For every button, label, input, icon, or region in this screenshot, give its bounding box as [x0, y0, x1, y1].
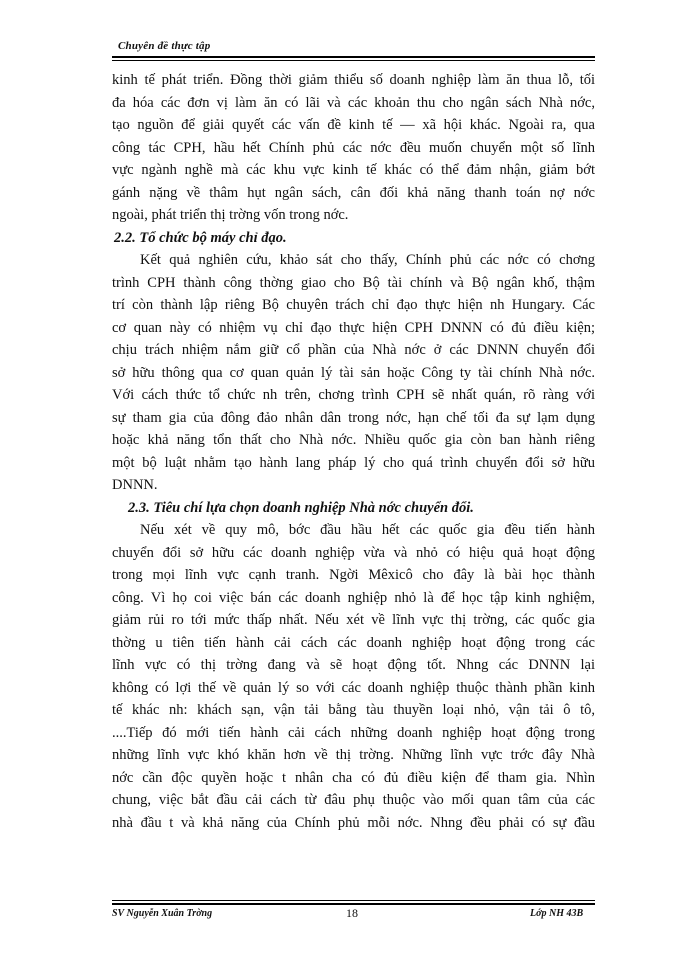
footer-rule	[112, 903, 595, 905]
text-line: không có lợi thế về quản lý so với các doanh nghiệp thuộc thành phần kinh	[112, 679, 595, 696]
text-line: đa hóa các đơn vị làm ăn có lãi và các khoản thu cho ngân sách Nhà nớc,	[112, 94, 595, 111]
text-line: chung, việc bắt đầu cải cách từ đâu phụ thuộc vào mối quan tâm của các	[112, 792, 595, 808]
text-line: tạo nguồn để giải quyết các vấn đề kinh tế — xã hội khác. Ngoài ra, qua	[112, 117, 595, 133]
text-line: ....Tiếp đó mới tiến hành cải cách những doanh nghiệp hoạt động trong	[112, 724, 595, 741]
text-line: trình CPH thành công thờng giao cho Bộ tài chính và Bộ ngân khố, thậm	[112, 274, 595, 291]
text-line: sở hữu thông qua cơ quan quản lý tài sản hoặc Công ty tài chính Nhà nớc.	[112, 364, 595, 381]
header-rule-thin	[112, 60, 595, 61]
text-line: trí còn thành lập riêng Bộ chuyên trách chỉ đạo thực hiện nh Hungary. Các	[112, 297, 595, 313]
section-heading-2-3: 2.3. Tiêu chí lựa chọn doanh nghiệp Nhà nớc chuyển đổi.	[128, 499, 474, 516]
text-line: kinh tế phát triển. Đồng thời giảm thiểu số doanh nghiệp làm ăn thua lỗ, tối	[112, 72, 595, 88]
text-line: Nếu xét về quy mô, bớc đầu hầu hết các quốc gia đều tiến hành	[140, 522, 595, 538]
text-line: Kết quả nghiên cứu, khảo sát cho thấy, Chính phủ các nớc có chơng	[140, 252, 595, 268]
text-line: công. Vì họ coi việc bán các doanh nghiệp nhỏ là để học tập kinh nghiệm,	[112, 589, 595, 606]
page-number: 18	[346, 906, 358, 920]
text-line: Với cách thức tổ chức nh trên, chơng trình CPH sẽ nhất quán, rõ ràng với	[112, 387, 595, 403]
text-line: hoặc khả năng tổn thất cho Nhà nớc. Nhiều quốc gia còn ban hành riêng	[112, 432, 595, 448]
text-line: cơ quan này có nhiệm vụ chỉ đạo thực hiện CPH DNNN có đủ điều kiện;	[112, 319, 595, 336]
header-rule	[112, 56, 595, 58]
text-line: nớc cần độc quyền hoặc t nhân cha có đủ điều kiện để tham gia. Nhìn	[112, 769, 595, 786]
body-text	[112, 69, 595, 834]
text-line: sự tham gia của đông đảo nhân dân trong nớc, hạn chế tối đa sự lạm dụng	[112, 409, 595, 426]
text-line: gánh nặng về thâm hụt ngân sách, cân đối khả năng thanh toán nợ nớc	[112, 184, 595, 201]
text-line: lĩnh vực có thị trờng đang và sẽ hoạt động tốt. Nhng các DNNN lại	[112, 657, 595, 673]
text-line: DNNN.	[112, 477, 158, 493]
text-line: trong mọi lĩnh vực cạnh tranh. Ngời Mêxicô cho đây là bài học thành	[112, 567, 595, 583]
text-line: chuyển đổi sở hữu các doanh nghiệp vừa và nhỏ có hiệu quả hoạt động	[112, 544, 595, 561]
text-line: công tác CPH, hầu hết Chính phủ các nớc đều muốn chuyển một số lĩnh	[112, 139, 595, 156]
text-line: những lĩnh vực khó khăn hơn về thị trờng. Những lĩnh vực trớc đây Nhà	[112, 747, 595, 763]
footer-rule-thin	[112, 900, 595, 901]
text-line: một bộ luật nhằm tạo hành lang pháp lý cho quá trình chuyển đổi sở hữu	[112, 454, 595, 471]
text-line: chịu trách nhiệm nắm giữ cổ phần của Nhà nớc ở các DNNN chuyển đổi	[112, 342, 595, 358]
footer-class: Lớp NH 43B	[530, 908, 584, 919]
text-line: giảm rủi ro tới mức thấp nhất. Nếu xét về lĩnh vực thị trờng, các quốc gia	[112, 612, 595, 628]
text-line: vực ngành nghề mà các khu vực kinh tế khác có thể đảm nhận, giảm bớt	[112, 162, 595, 178]
section-heading-2-2: 2.2. Tổ chức bộ máy chỉ đạo.	[114, 229, 287, 246]
text-line: nhà đầu t và khả năng của Chính phủ mỗi nớc. Nhng đều phải có sự đầu	[112, 814, 595, 831]
text-line: ngoài, phát triển thị trờng vốn trong nớc.	[112, 207, 349, 223]
footer-author: SV Nguyễn Xuân Trờng	[112, 908, 213, 919]
text-line: thờng u tiên tiến hành cải cách các doanh nghiệp hoạt động trong các	[112, 634, 595, 651]
header-title: Chuyên đề thực tập	[118, 40, 211, 52]
text-line: tế khác nh: khách sạn, vận tải bằng tàu thuyền loại nhỏ, vận tải ô tô,	[112, 702, 595, 718]
